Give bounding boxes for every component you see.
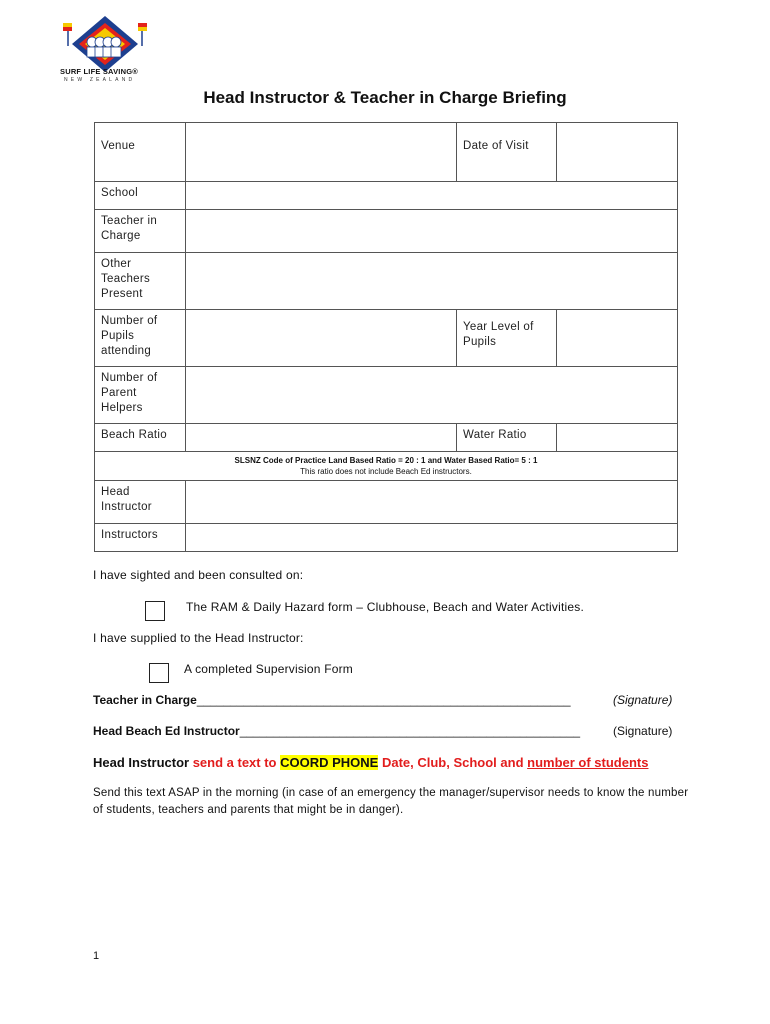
number-of-pupils-label: Number of Pupils attending	[95, 310, 186, 367]
teacher-in-charge-label: Teacher in Charge	[95, 210, 186, 253]
instruction-details: Date, Club, School and	[378, 755, 528, 770]
coord-phone-highlight: COORD PHONE	[280, 755, 379, 770]
page-number: 1	[93, 950, 100, 962]
teacher-signature-line[interactable]	[93, 693, 673, 707]
instruction-send: send a text to	[189, 755, 281, 770]
teacher-signature-caption: (Signature)	[613, 693, 673, 707]
page-title: Head Instructor & Teacher in Charge Briefing	[203, 88, 567, 107]
teacher-signature-underline: ________________________________________________________	[196, 693, 571, 707]
water-ratio-label: Water Ratio	[457, 424, 557, 452]
logo-country: NEW ZEALAND	[64, 77, 136, 83]
head-instructor-signature-line[interactable]	[93, 724, 673, 738]
logo-name: SURF LIFE SAVING®	[60, 67, 138, 76]
number-of-parents-field[interactable]	[186, 367, 678, 424]
year-level-label: Year Level of Pupils	[457, 310, 557, 367]
water-ratio-field[interactable]	[557, 424, 678, 452]
ram-hazard-label: The RAM & Daily Hazard form – Clubhouse, Beach and Water Activities.	[186, 600, 584, 614]
text-instruction	[93, 755, 648, 770]
year-level-field[interactable]	[557, 310, 678, 367]
beach-ratio-label: Beach Ratio	[95, 424, 186, 452]
head-instructor-field[interactable]	[186, 481, 678, 524]
date-of-visit-field[interactable]	[557, 123, 678, 182]
number-of-pupils-field[interactable]	[186, 310, 457, 367]
date-of-visit-label: Date of Visit	[457, 123, 557, 182]
teacher-in-charge-field[interactable]	[186, 210, 678, 253]
head-instructor-signature-caption: (Signature)	[613, 724, 673, 738]
instruction-lead: Head Instructor	[93, 755, 190, 770]
ratio-note	[95, 452, 678, 481]
briefing-form-table	[94, 122, 678, 552]
number-of-parents-label: Number of Parent Helpers	[95, 367, 186, 424]
instructors-field[interactable]	[186, 524, 678, 552]
school-label: School	[95, 182, 186, 210]
beach-ratio-field[interactable]	[186, 424, 457, 452]
other-teachers-field[interactable]	[186, 253, 678, 310]
head-instructor-label: Head Instructor	[95, 481, 186, 524]
venue-field[interactable]	[186, 123, 457, 182]
instructors-label: Instructors	[95, 524, 186, 552]
supervision-form-checkbox[interactable]	[149, 663, 169, 683]
instruction-students: number of students	[527, 755, 649, 770]
head-instructor-signature-underline: ___________________________________________________	[239, 724, 581, 738]
ratio-note-main: SLSNZ Code of Practice Land Based Ratio = 20 : 1 and Water Based Ratio= 5 : 1	[234, 456, 538, 465]
teacher-signature-label: Teacher in Charge	[93, 693, 197, 707]
explanation-paragraph: Send this text ASAP in the morning (in case of an emergency the manager/supervisor needs to know the number of students, teachers and parents that might be in danger).	[93, 787, 689, 816]
consulted-intro: I have sighted and been consulted on:	[93, 568, 304, 582]
supervision-form-label: A completed Supervision Form	[184, 662, 354, 676]
ram-hazard-checkbox[interactable]	[145, 601, 165, 621]
head-instructor-signature-label: Head Beach Ed Instructor	[93, 724, 240, 738]
supplied-intro: I have supplied to the Head Instructor:	[93, 631, 304, 645]
school-field[interactable]	[186, 182, 678, 210]
other-teachers-label: Other Teachers Present	[95, 253, 186, 310]
ratio-subnote: This ratio does not include Beach Ed instructors.	[300, 467, 472, 476]
venue-label: Venue	[95, 123, 186, 182]
